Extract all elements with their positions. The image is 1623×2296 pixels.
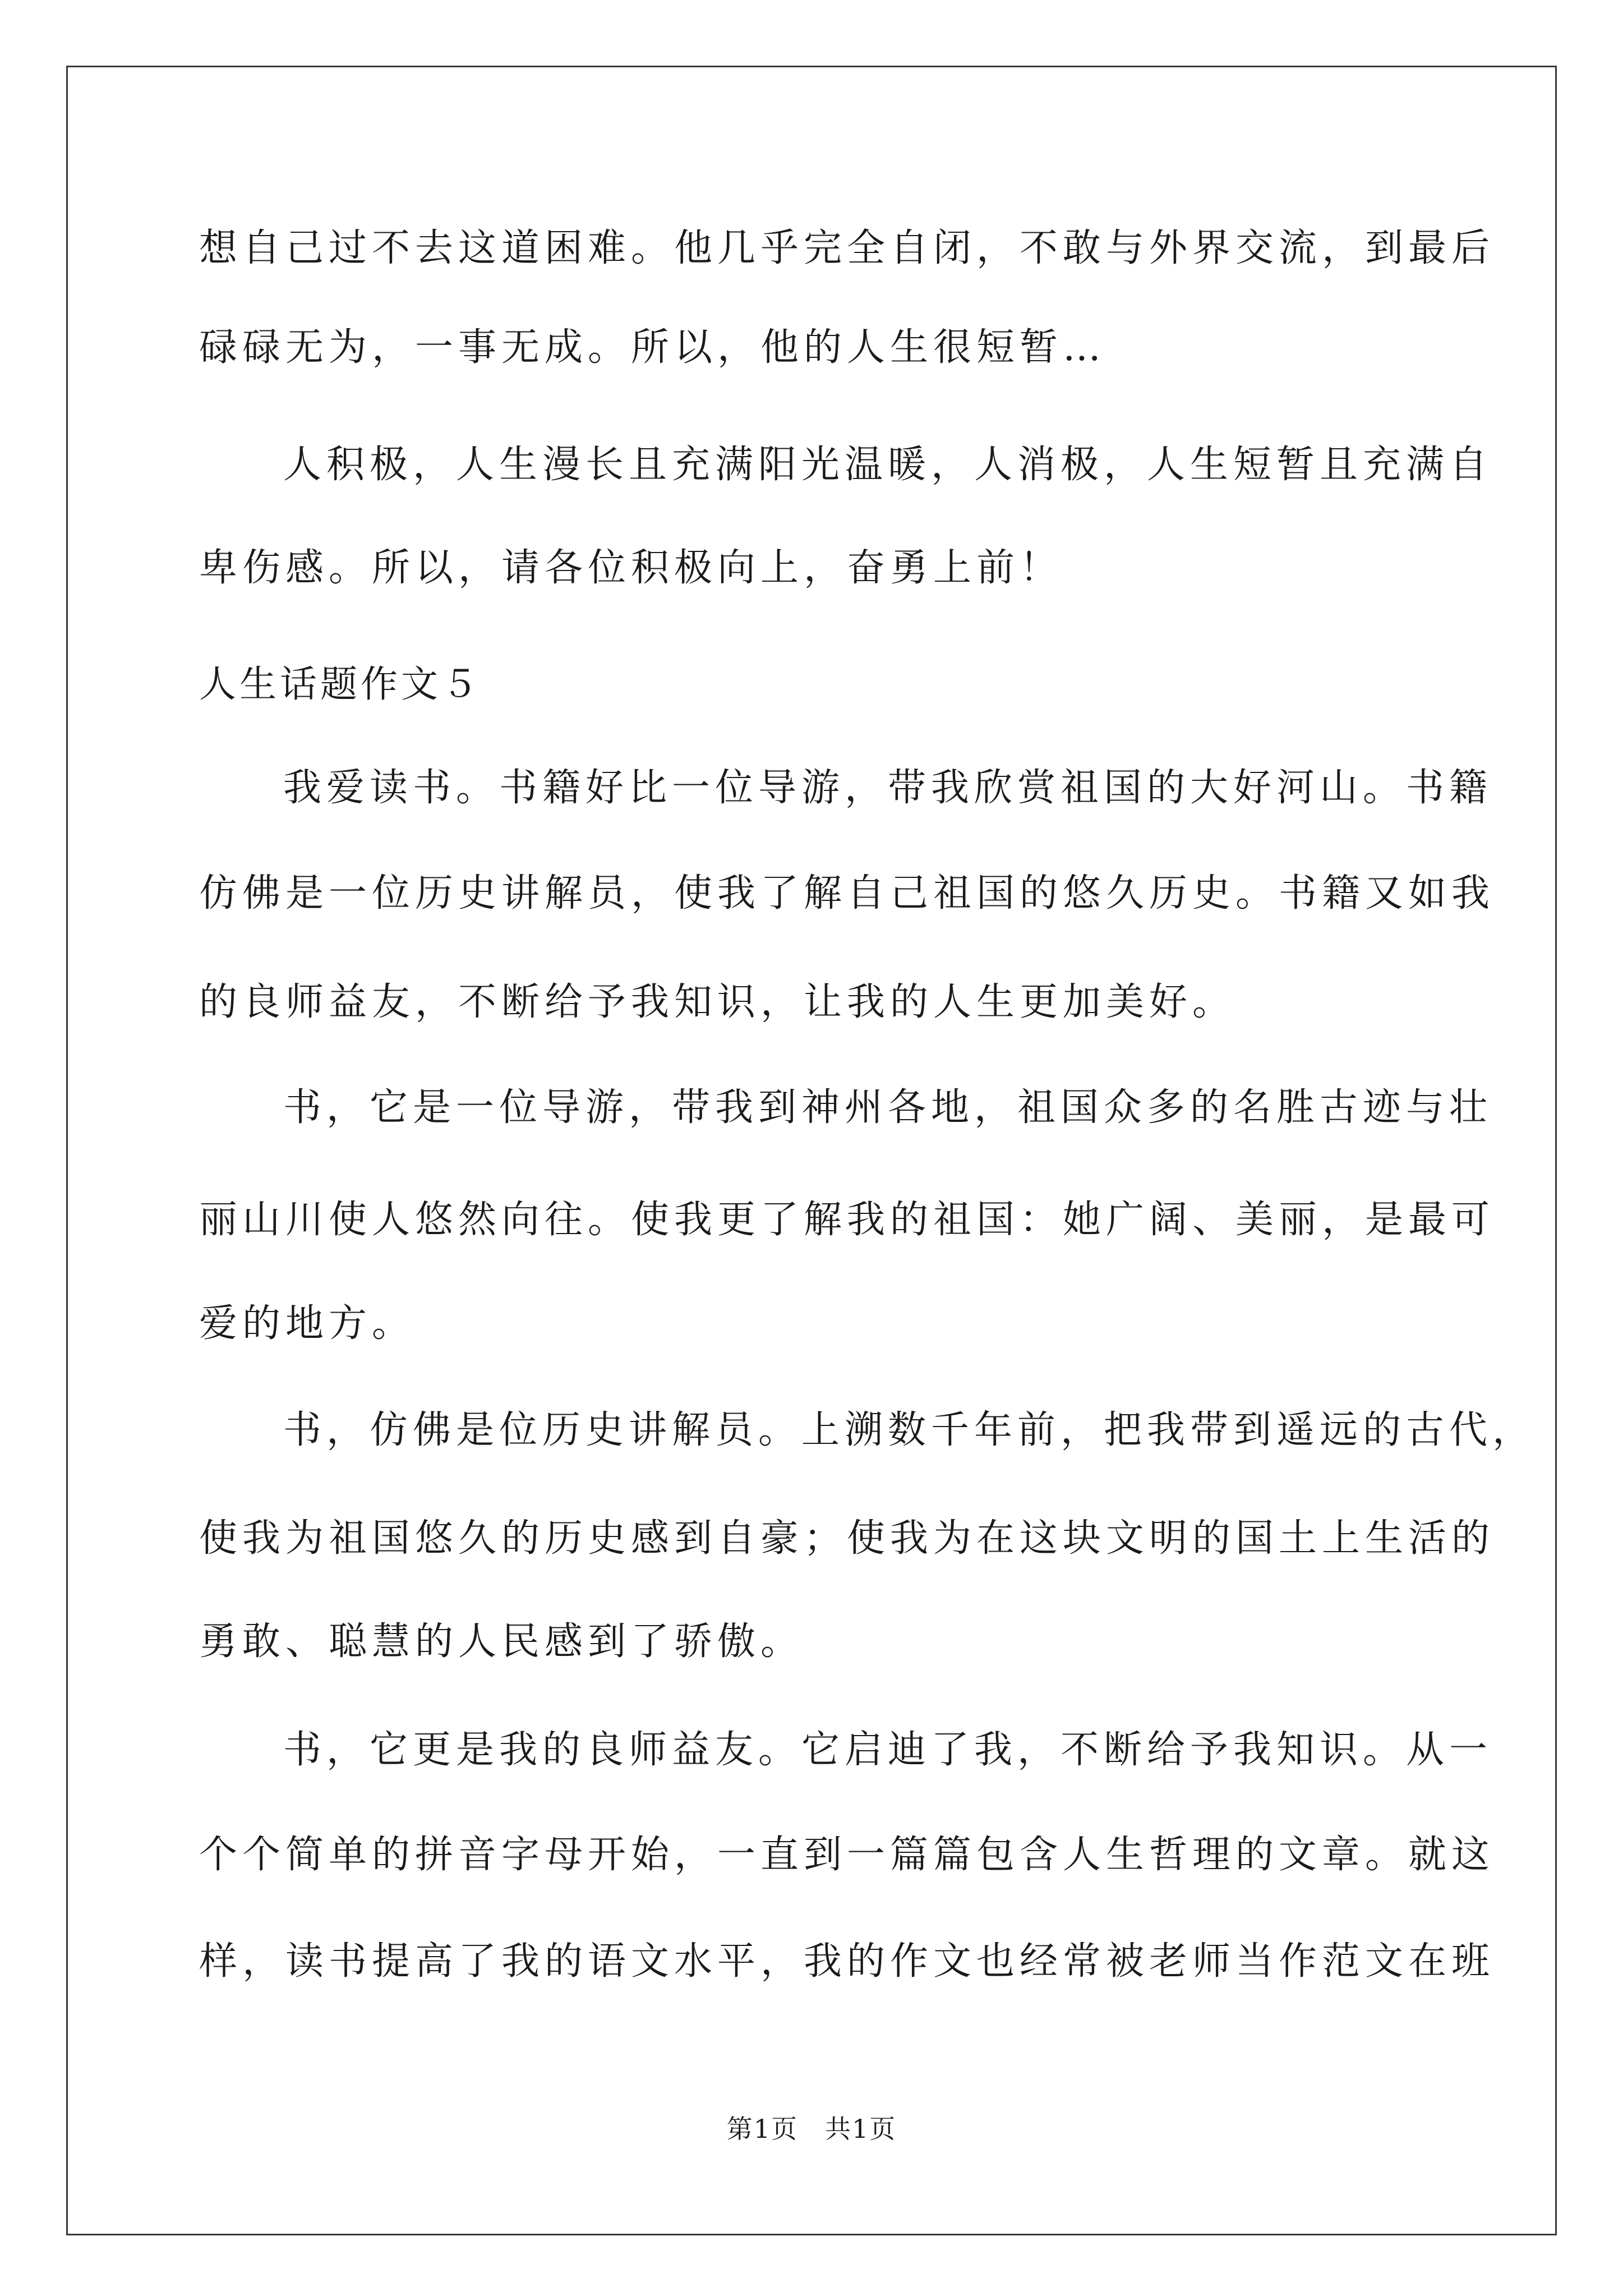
paragraph-first-line: 书，仿佛是位历史讲解员。上溯数千年前，把我带到遥远的古代，: [283, 1408, 1536, 1452]
paragraph-first-line: 我爱读书。书籍好比一位导游，带我欣赏祖国的大好河山。书籍: [283, 766, 1493, 810]
body-text-line: 勇敢、聪慧的人民感到了骄傲。: [199, 1619, 804, 1664]
body-text-line: 个个简单的拼音字母开始，一直到一篇篇包含人生哲理的文章。就这: [199, 1833, 1495, 1877]
paragraph-first-line: 书，它是一位导游，带我到神州各地，祖国众多的名胜古迹与壮: [283, 1085, 1493, 1130]
body-text-line: 爱的地方。: [199, 1301, 416, 1346]
body-text-line: 使我为祖国悠久的历史感到自豪；使我为在这块文明的国土上生活的: [199, 1516, 1495, 1561]
body-text-line: 卑伤感。所以，请各位积极向上，奋勇上前！: [199, 546, 1063, 590]
paragraph-first-line: 人积极，人生漫长且充满阳光温暖，人消极，人生短暂且充满自: [283, 443, 1493, 487]
body-text-line: 碌碌无为，一事无成。所以，他的人生很短暂…: [199, 325, 1106, 370]
body-text-line: 的良师益友，不断给予我知识，让我的人生更加美好。: [199, 980, 1236, 1024]
body-text-line: 仿佛是一位历史讲解员，使我了解自己祖国的悠久历史。书籍又如我: [199, 871, 1495, 915]
page-border: [66, 66, 1557, 2235]
section-heading: 人生话题作文５: [199, 662, 482, 706]
body-text-line: 想自己过不去这道困难。他几乎完全自闭，不敢与外界交流，到最后: [199, 226, 1495, 270]
body-text-line: 丽山川使人悠然向往。使我更了解我的祖国：她广阔、美丽，是最可: [199, 1198, 1495, 1242]
paragraph-first-line: 书，它更是我的良师益友。它启迪了我，不断给予我知识。从一: [283, 1728, 1493, 1772]
page-footer: 第1页 共1页: [726, 2114, 897, 2144]
body-text-line: 样，读书提高了我的语文水平，我的作文也经常被老师当作范文在班: [199, 1939, 1495, 1984]
